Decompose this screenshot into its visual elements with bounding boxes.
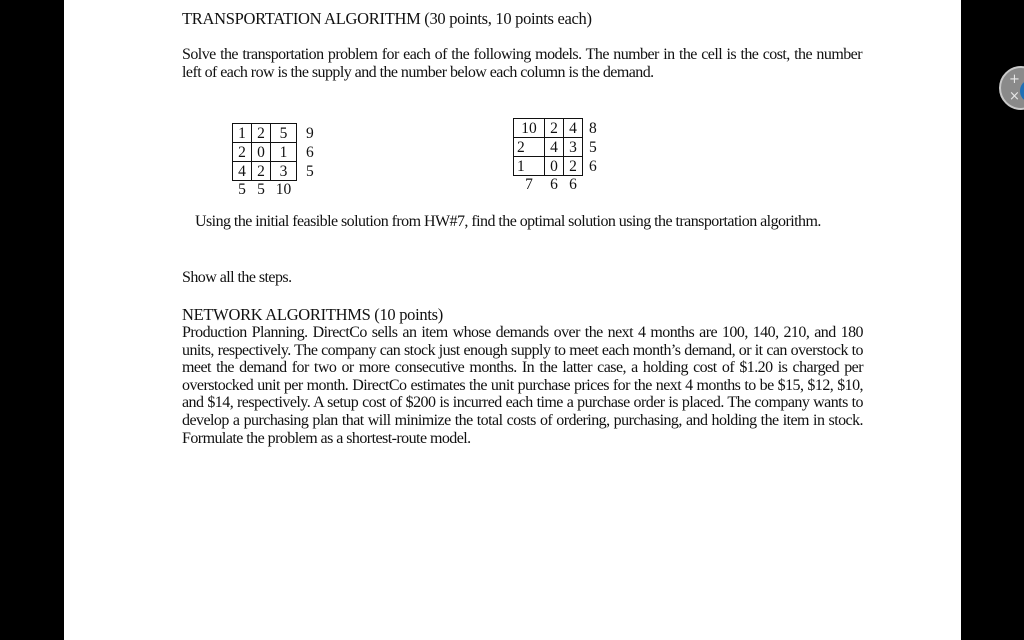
table-row — [233, 162, 316, 181]
zoom-widget[interactable] — [999, 66, 1024, 110]
cost-cell: 2 — [514, 138, 545, 157]
intro-paragraph: Solve the transportation problem for each of the following models. The number in the cell is the cost, the number left of each row is the supply and the number below each column is the demand. — [182, 46, 862, 81]
supply-value: 5 — [589, 138, 597, 156]
problem-paragraph: Production Planning. DirectCo sells an item whose demands over the next 4 months are 100, 140, 210, and 180 units, respectively. The company can stock just enough supply to meet each month’s demand, or it can overstock to meet the demand for two or more consecutive months. In the latter case, a holding cost of $1.20 is charged per overstocked unit per month. DirectCo estimates the unit purchase prices for the next 4 months to be $15, $12, $10, and $14, respectively. A setup cost of $200 is incurred each time a purchase order is placed. The company wants to develop a purchasing plan that will minimize the total costs of ordering, purchasing, and holding the item in stock. Formulate the problem as a shortest-route model. — [182, 324, 863, 447]
supply-value: 6 — [306, 143, 314, 161]
cost-cell: 2 — [252, 162, 271, 181]
zoom-handle[interactable] — [1020, 81, 1024, 101]
steps-note: Show all the steps. — [182, 269, 292, 286]
cost-cell: 1 — [233, 124, 252, 143]
cost-cell: 10 — [514, 119, 545, 138]
table-row — [233, 124, 316, 143]
supply-value: 5 — [306, 162, 314, 180]
cost-cell: 2 — [252, 124, 271, 143]
network-heading: NETWORK ALGORITHMS (10 points) — [182, 305, 443, 324]
cost-cell: 2 — [564, 157, 583, 176]
supply-value: 8 — [589, 119, 597, 137]
cost-cell: 4 — [564, 119, 583, 138]
cost-cell: 1 — [271, 143, 297, 162]
cost-cell: 0 — [545, 157, 564, 176]
cost-cell: 4 — [233, 162, 252, 181]
zoom-in-icon[interactable]: + — [1009, 72, 1020, 87]
demand-value: 7 — [525, 176, 533, 193]
table-row — [514, 157, 599, 176]
demand-row — [233, 181, 316, 200]
cost-cell: 1 — [514, 157, 545, 176]
cost-cell: 3 — [564, 138, 583, 157]
cost-cell: 2 — [545, 119, 564, 138]
demand-value: 6 — [569, 176, 577, 193]
supply-value: 9 — [306, 124, 314, 142]
document-page — [64, 0, 961, 640]
table-row — [514, 138, 599, 157]
cost-cell: 3 — [271, 162, 297, 181]
zoom-out-icon[interactable]: × — [1009, 89, 1020, 104]
demand-value: 6 — [550, 176, 558, 193]
cost-cell: 0 — [252, 143, 271, 162]
supply-value: 6 — [589, 157, 597, 175]
demand-value: 5 — [238, 181, 246, 198]
demand-value: 5 — [257, 181, 265, 198]
cost-cell: 2 — [233, 143, 252, 162]
cost-cell: 4 — [545, 138, 564, 157]
demand-value: 10 — [275, 181, 292, 198]
cost-cell: 5 — [271, 124, 297, 143]
instruction-paragraph: Using the initial feasible solution from HW#7, find the optimal solution using the transportation algorithm. — [195, 213, 821, 230]
table-row — [514, 119, 599, 138]
table-row — [233, 143, 316, 162]
transport-heading: TRANSPORTATION ALGORITHM (30 points, 10 points each) — [182, 9, 592, 28]
transport-model-1 — [232, 123, 316, 199]
transport-model-2 — [513, 118, 599, 194]
demand-row — [514, 176, 599, 195]
